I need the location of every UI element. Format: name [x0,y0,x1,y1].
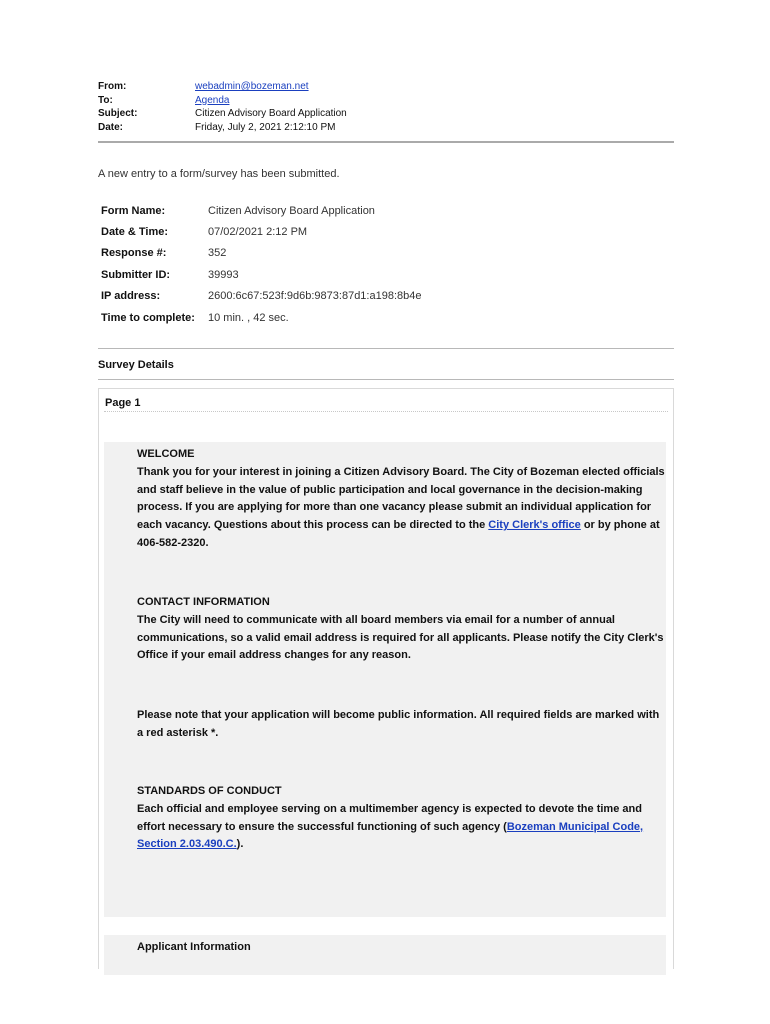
standards-text-end: ). [236,838,244,851]
meta-label: Form Name: [101,204,166,217]
survey-details-title: Survey Details [98,359,174,371]
meta-label: Date & Time: [101,226,169,239]
meta-label: IP address: [101,290,161,303]
email-header [98,80,674,134]
meta-label: Time to complete: [101,311,195,324]
page-divider [104,411,668,412]
meta-value: 10 min. , 42 sec. [208,311,289,324]
to-row [98,94,674,108]
municipal-code-link[interactable]: Bozeman Municipal Code, Section 2.03.490.C. [137,820,644,851]
meta-row [101,221,421,242]
header-divider [98,141,674,143]
page-label: Page 1 [105,397,141,409]
survey-page-card [98,388,674,969]
welcome-block [137,446,665,553]
standards-block [137,783,665,854]
welcome-text-end: or by phone at 406-582-2320. [137,519,660,549]
subject-label: Subject: [98,108,138,119]
applicant-info-block [137,939,665,957]
applicant-info-title: Applicant Information [137,941,251,953]
standards-text: Each official and employee serving on a multimember agency is expected to devote the time and effort necessary to ensure the successful functioning of such agency ( [137,802,642,833]
meta-row [101,264,421,285]
intro-text: A new entry to a form/survey has been submitted. [98,168,340,180]
meta-row [101,307,421,328]
from-row [98,80,674,94]
from-email-link[interactable]: webadmin@bozeman.net [195,81,309,92]
meta-value: 2600:6c67:523f:9d6b:9873:87d1:a198:8b4e [208,290,422,303]
date-value: Friday, July 2, 2021 2:12:10 PM [195,121,336,133]
meta-row [101,243,421,264]
standards-title: STANDARDS OF CONDUCT [137,785,282,797]
note-text: Please note that your application will become public information. All required fields are marked with a red asterisk *. [137,709,660,739]
contact-title: CONTACT INFORMATION [137,596,270,608]
submission-meta [101,200,421,328]
meta-value: 07/02/2021 2:12 PM [208,226,308,239]
contact-block [137,594,665,665]
to-recipient-link[interactable]: Agenda [195,94,230,106]
meta-label: Submitter ID: [101,268,171,281]
meta-row [101,286,421,307]
city-clerk-link[interactable]: City Clerk's office [488,519,581,532]
note-block [137,707,665,743]
meta-row [101,200,421,221]
date-row [98,121,674,135]
subject-value: Citizen Advisory Board Application [195,108,347,119]
survey-details-divider [98,379,674,380]
subject-row [98,107,674,121]
meta-divider [98,348,674,349]
to-label: To: [98,94,113,106]
meta-value: Citizen Advisory Board Application [208,204,375,217]
meta-value: 39993 [208,268,239,281]
meta-label: Response #: [101,247,167,260]
welcome-title: WELCOME [137,448,195,460]
meta-value: 352 [208,247,227,260]
date-label: Date: [98,121,124,133]
welcome-text: Thank you for your interest in joining a Citizen Advisory Board. The City of Bozeman elected officials and staff believe in the value of public participation and local governance in the decision-making process. If you are applying for more than one vacancy please submit an individual application for each vacancy. Questions about this process can be directed to the [137,465,665,532]
contact-text: The City will need to communicate with all board members via email for a number of annual communications, so a valid email address is required for all applicants. Please notify the City Clerk's Office if your email address changes for any reason. [137,613,664,662]
from-label: From: [98,81,127,92]
